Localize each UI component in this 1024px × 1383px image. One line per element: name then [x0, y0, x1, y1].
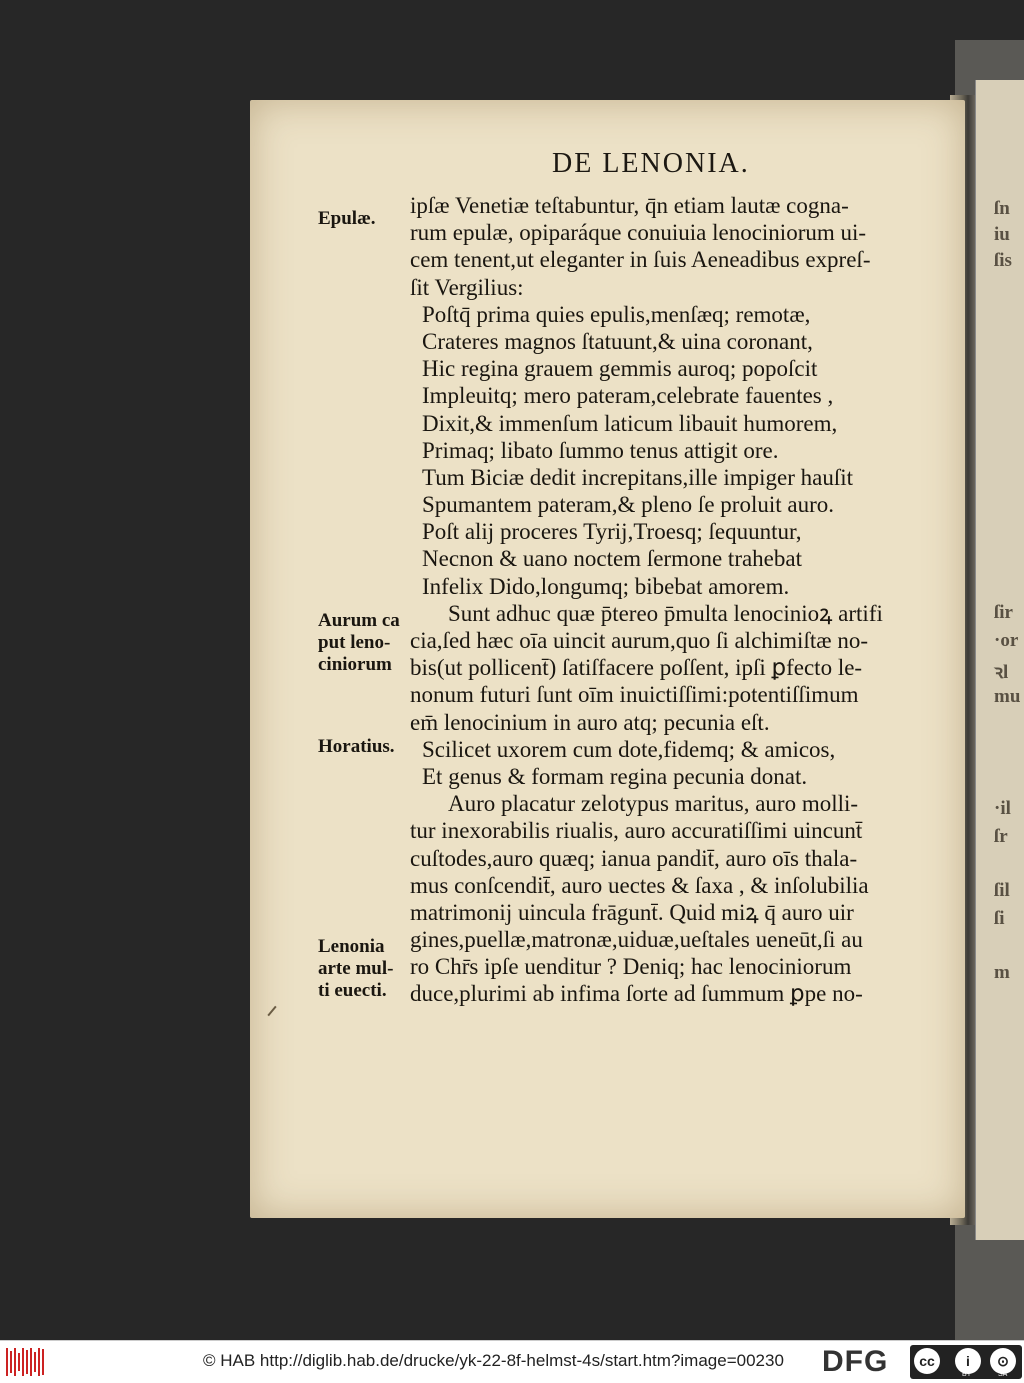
text-line: cuſtodes,auro quæq; ianua pandit̄, auro oīs thala-	[410, 845, 858, 871]
cc-license-badge[interactable]	[910, 1345, 1022, 1379]
margin-note-line: Lenonia	[318, 936, 385, 957]
text-line: Spumantem pateram,& pleno ſe proluit auro.	[422, 492, 834, 518]
text-line: Poſt alij proceres Tyrij,Troesq; ſequuntur,	[422, 519, 802, 545]
text-line: em̄ lenocinium in auro atq; pecunia eſt.	[410, 709, 770, 735]
margin-note-aurum	[318, 610, 400, 676]
share-alike-icon: ⊙	[990, 1348, 1016, 1374]
text-line: gines,puellæ,matronæ,uiduæ,ueſtales ueneūt,ſi au	[410, 927, 863, 953]
text-line: matrimonij uincula frāgunt̄. Quid miꝝ q̄ auro uir	[410, 899, 854, 925]
text-line: rum epulæ, opiparáque conuiuia lenociniorum ui-	[410, 220, 867, 246]
page-header: DE LENONIA.	[552, 148, 750, 179]
text-line: nonum futuri ſunt oīm inuictiſſimi:potentiſſimum	[410, 682, 859, 708]
fragment-text: ſi	[994, 908, 1005, 929]
margin-note-lenonia	[318, 936, 393, 1002]
text-line: duce,plurimi ab infima ſorte ad ſummum ꝑpe no-	[410, 981, 863, 1007]
fragment-text: ·or	[994, 630, 1019, 651]
viewer-footer	[0, 1340, 1024, 1383]
fragment-text: iu	[994, 224, 1010, 245]
text-line: Primaq; libato ſummo tenus attigit ore.	[422, 437, 779, 463]
text-line: ipſæ Venetiæ teſtabuntur, q̄n etiam lautæ cogna-	[410, 193, 849, 218]
margin-note-line: ciniorum	[318, 654, 392, 675]
text-line: bis(ut pollicent̄) ſatiſfacere poſſent, ipſi ꝑfecto le-	[410, 655, 863, 681]
text-line: Hic regina grauem gemmis auroq; popoſcit	[422, 356, 818, 382]
next-page-edge	[975, 80, 1024, 1240]
fragment-text: ſil	[994, 880, 1010, 901]
attribution-icon: i	[955, 1348, 981, 1374]
fragment-text: ꝛl	[994, 662, 1009, 683]
cc-sa-label: SA	[998, 1371, 1008, 1378]
text-line: Scilicet uxorem cum dote,fidemq; & amicos,	[422, 736, 836, 762]
text-line: Sunt adhuc quæ p̄tereo p̄multa lenocinioꝝ artifi	[448, 600, 883, 626]
fragment-text: m	[994, 962, 1010, 983]
text-line: mus conſcendit̄, auro uectes & ſaxa , & inſolubilia	[410, 872, 869, 898]
margin-note-horatius: Horatius.	[318, 736, 395, 757]
fragment-text: ſir	[994, 602, 1013, 623]
text-line: Necnon & uano noctem ſermone trahebat	[422, 546, 802, 572]
fragment-text: ſr	[994, 826, 1008, 847]
cc-by-label: BY	[962, 1371, 972, 1378]
fragment-text: ſn	[994, 198, 1010, 219]
dfg-logo[interactable]: DFG	[822, 1345, 889, 1378]
page-body	[410, 192, 955, 1008]
margin-note-epulae: Epulæ.	[318, 208, 376, 229]
margin-note-line: Aurum ca	[318, 610, 400, 631]
fragment-text: ·il	[994, 798, 1011, 819]
text-line: Et genus & formam regina pecunia donat.	[422, 763, 808, 789]
text-line: Auro placatur zelotypus maritus, auro molli-	[448, 791, 859, 817]
text-line: cem tenent,ut eleganter in ſuis Aeneadibus expreſ-	[410, 247, 871, 273]
text-line: cia,ſed hæc oīa uincit aurum,quo ſi alchimiſtæ no-	[410, 628, 868, 653]
copyright-link[interactable]: © HAB http://diglib.hab.de/drucke/yk-22-8f-helmst-4s/start.htm?image=00230	[203, 1351, 784, 1370]
text-line: Poſtq̄ prima quies epulis,menſæq; remotæ,	[422, 301, 811, 327]
text-line: Dixit,& immenſum laticum libauit humorem,	[422, 410, 838, 436]
margin-note-line: arte mul-	[318, 958, 394, 979]
text-line: ſit Vergilius:	[410, 274, 524, 300]
text-line: Crateres magnos ſtatuunt,& uina coronant,	[422, 328, 813, 354]
text-line: Impleuitq; mero pateram,celebrate fauentes ,	[422, 383, 834, 409]
cc-icon: cc	[914, 1348, 940, 1374]
text-line: ro Chr̄s ipſe uenditur ? Deniq; hac lenociniorum	[410, 954, 852, 980]
fragment-text: mu	[994, 686, 1021, 707]
barcode-icon	[6, 1348, 46, 1376]
margin-note-line: put leno-	[318, 632, 391, 653]
margin-note-line: ti euecti.	[318, 980, 387, 1001]
text-line: tur inexorabilis riualis, auro accuratiſſimi uincunt̄	[410, 818, 863, 844]
text-line: Tum Biciæ dedit increpitans,ille impiger hauſit	[422, 464, 853, 490]
fragment-text: ſis	[994, 250, 1012, 271]
text-line: Infelix Dido,longumq; bibebat amorem.	[422, 573, 790, 599]
